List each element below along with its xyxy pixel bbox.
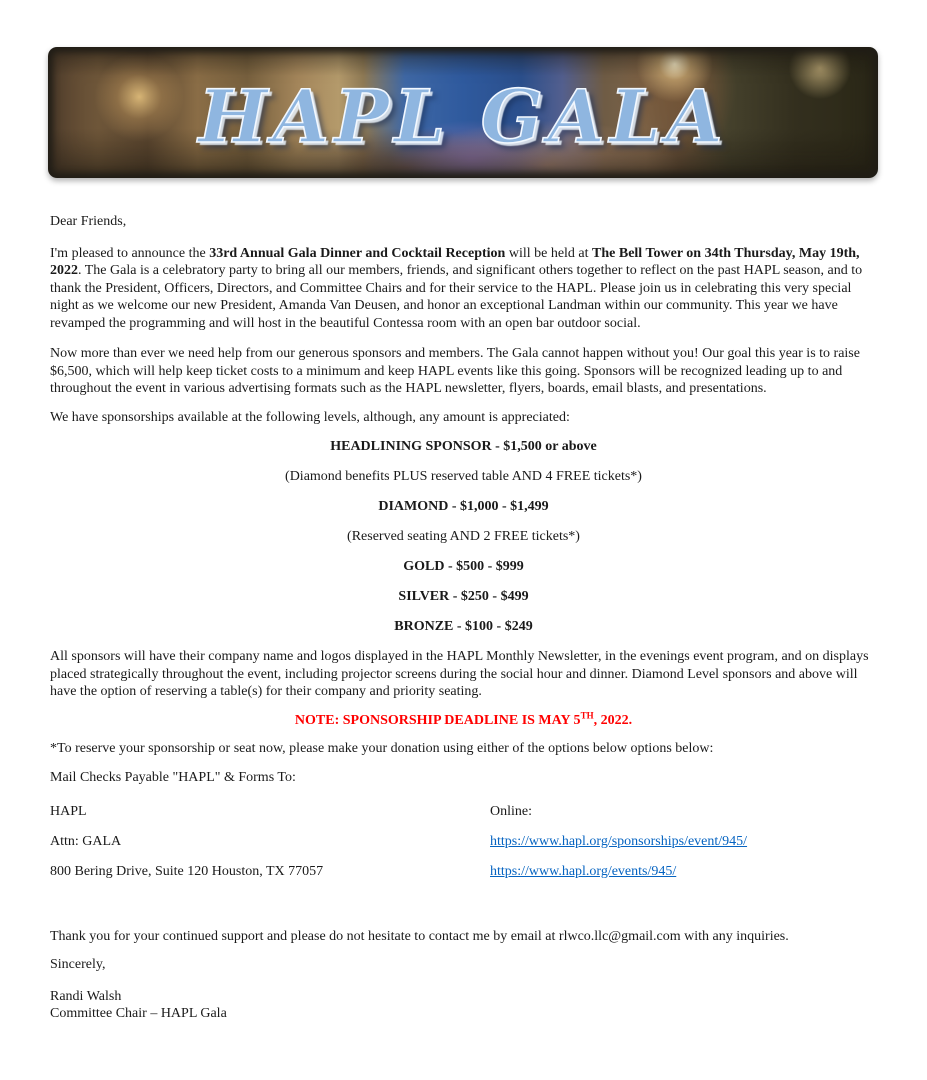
signoff: Sincerely, [50, 957, 106, 972]
p1-venue-date: The Bell Tower on 34th Thursday, May 19th, 2022 [50, 245, 860, 278]
signature-name: Randi Walsh [50, 988, 122, 1004]
mail-org: HAPL [50, 804, 87, 819]
p1-text-1: I'm pleased to announce the [50, 245, 210, 261]
paragraph-levels-intro: We have sponsorships available at the following levels, although, any amount is appreciated: [50, 409, 570, 425]
events-link[interactable]: https://www.hapl.org/events/945/ [490, 864, 677, 879]
level-silver: SILVER - $250 - $499 [398, 589, 529, 604]
level-diamond: DIAMOND - $1,000 - $1,499 [378, 499, 549, 514]
sponsorship-levels [50, 438, 877, 636]
online-link-events-row [490, 863, 877, 881]
deadline-note-superscript: TH [580, 709, 594, 720]
p1-text-3: . The Gala is a celebratory party to bring all our members, friends, and significant others together to reflect on the past HAPL season, and to thank the President, Officers, Directors, and Committee Chairs and for their service to the HAPL. Please join us in celebrating this very special night as we welcome our new President, Amanda Van Deusen, and honor an exceptional Landman within our community. This year we have revamped the programming and will host in the beautiful Contessa room with an open bar outdoor social. [50, 263, 863, 331]
deadline-note [50, 709, 877, 730]
online-link-sponsorships-row [490, 833, 877, 851]
sponsorships-link[interactable]: https://www.hapl.org/sponsorships/event/945/ [490, 834, 748, 849]
online-label: Online: [490, 804, 532, 819]
paragraph-sponsor-benefits: All sponsors will have their company name and logos displayed in the HAPL Monthly Newsletter, in the evenings event program, and on displays placed strategically throughout the event, including projector screens during the social hour and dinner. Diamond Level sponsors and above will have the option of reserving a table(s) for their company and priority seating. [50, 649, 869, 699]
letter-body [50, 213, 877, 1023]
mail-attn: Attn: GALA [50, 834, 122, 849]
p1-text-2: will be held at [505, 245, 593, 261]
banner-title: HAPL GALA [198, 73, 728, 160]
closing-paragraph: Thank you for your continued support and please do not hesitate to contact me by email at rlwco.llc@gmail.com with any inquiries. [50, 928, 789, 944]
paragraph-fundraising-goal: Now more than ever we need help from our generous sponsors and members. The Gala cannot happen without you! Our goal this year is to raise $6,500, which will help keep ticket costs to a minimum and keep HAPL events like this going. Sponsors will be recognized leading up to and throughout the event in various advertising formats such as the HAPL newsletter, flyers, boards, email blasts, and presentations. [50, 346, 860, 396]
level-gold: GOLD - $500 - $999 [403, 559, 524, 574]
mail-address: 800 Bering Drive, Suite 120 Houston, TX 77057 [50, 864, 324, 879]
deadline-note-text: NOTE: SPONSORSHIP DEADLINE IS MAY 5 [294, 712, 581, 728]
level-headlining: HEADLINING SPONSOR - $1,500 or above [330, 439, 597, 454]
level-bronze: BRONZE - $100 - $249 [394, 619, 533, 634]
paragraph-reserve-instructions: *To reserve your sponsorship or seat now, please make your donation using either of the options below options below: [50, 741, 714, 756]
greeting: Dear Friends, [50, 214, 127, 229]
signature-title: Committee Chair – HAPL Gala [50, 1006, 227, 1021]
signature-block [50, 988, 877, 1023]
mail-online-columns [50, 803, 877, 881]
mail-checks-heading: Mail Checks Payable "HAPL" & Forms To: [50, 769, 296, 785]
gala-banner-image [48, 47, 878, 178]
deadline-note-year: , 2022. [593, 712, 633, 728]
level-headlining-note: (Diamond benefits PLUS reserved table AND 4 FREE tickets*) [285, 469, 642, 484]
p1-event-name: 33rd Annual Gala Dinner and Cocktail Reception [209, 245, 506, 261]
level-diamond-note: (Reserved seating AND 2 FREE tickets*) [347, 529, 580, 544]
paragraph-announcement [50, 245, 877, 333]
